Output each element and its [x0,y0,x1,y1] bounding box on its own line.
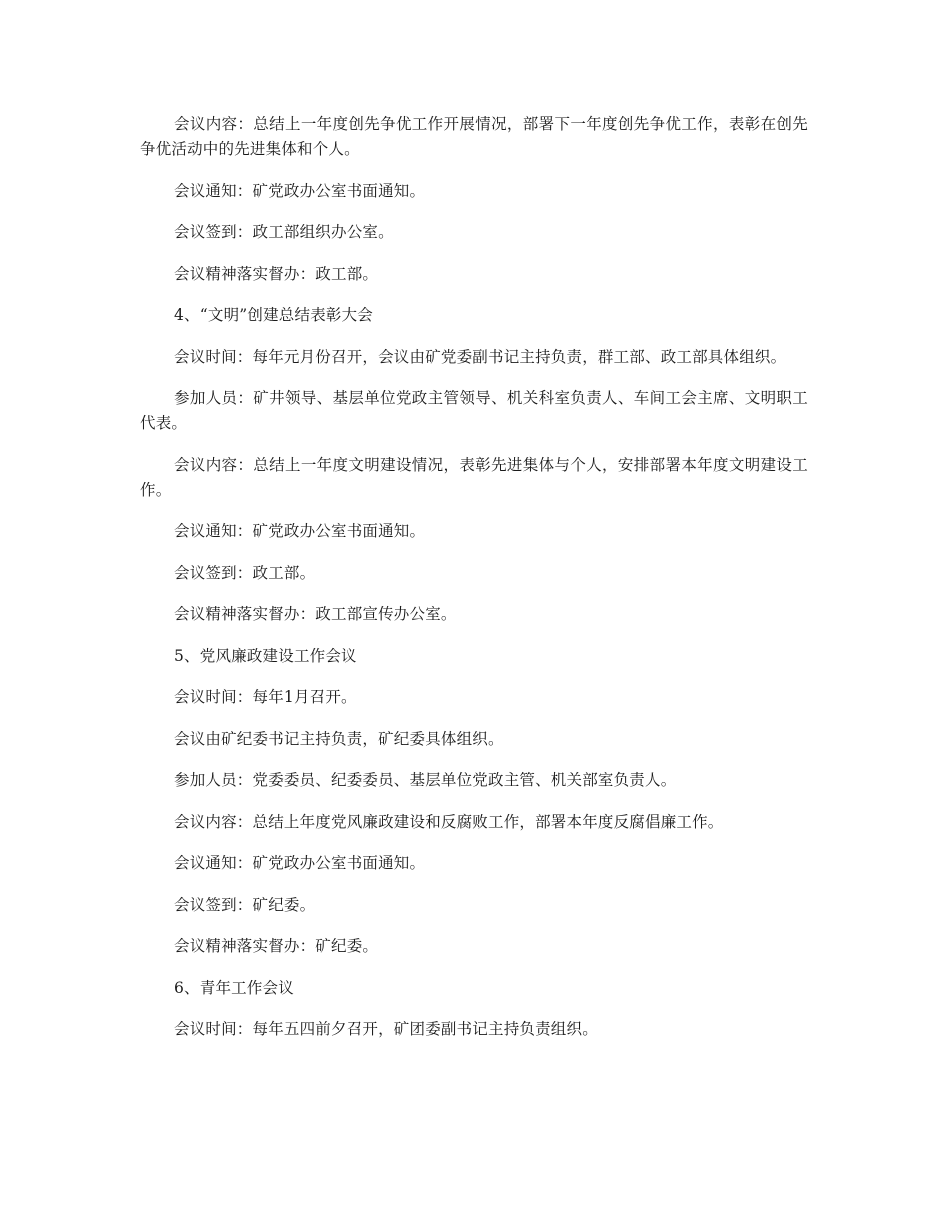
paragraph-participants: 参加人员：矿井领导、基层单位党政主管领导、机关科室负责人、车间工会主席、文明职工代表。 [140,389,808,432]
paragraph-meeting-notice: 会议通知：矿党政办公室书面通知。 [174,522,426,540]
paragraph-meeting-time: 会议时间：每年1月召开。 [174,688,357,706]
paragraph-meeting-time: 会议时间：每年五四前夕召开，矿团委副书记主持负责组织。 [174,1020,598,1038]
section-heading-youth-work: 6、青年工作会议 [174,978,294,997]
paragraph-meeting-notice: 会议通知：矿党政办公室书面通知。 [174,181,426,200]
section-heading-anticorruption: 5、党风廉政建设工作会议 [174,646,357,665]
paragraph-meeting-content-anticorruption: 会议内容：总结上年度党风廉政建设和反腐败工作，部署本年度反腐倡廉工作。 [174,812,724,831]
paragraph-meeting-content-excellence: 会议内容：总结上一年度创先争优工作开展情况，部署下一年度创先争优工作，表彰在创先争优活动中的先进集体和个人。 [140,115,808,158]
paragraph-meeting-supervision: 会议精神落实督办：政工部宣传办公室。 [174,605,457,623]
paragraph-meeting-content-civilization: 会议内容：总结上一年度文明建设情况，表彰先进集体与个人，安排部署本年度文明建设工作。 [140,455,808,499]
paragraph-meeting-signin: 会议签到：矿纪委。 [174,895,316,914]
paragraph-meeting-signin: 会议签到：政工部组织办公室。 [174,223,394,241]
paragraph-meeting-supervision: 会议精神落实督办：矿纪委。 [174,937,379,955]
paragraph-meeting-host: 会议由矿纪委书记主持负责，矿纪委具体组织。 [174,729,504,748]
paragraph-participants: 参加人员：党委委员、纪委委员、基层单位党政主管、机关部室负责人。 [174,771,677,789]
paragraph-meeting-notice: 会议通知：矿党政办公室书面通知。 [174,854,426,872]
paragraph-meeting-signin: 会议签到：政工部。 [174,563,316,582]
paragraph-meeting-time: 会议时间：每年元月份召开，会议由矿党委副书记主持负责，群工部、政工部具体组织。 [174,347,787,366]
paragraph-meeting-supervision: 会议精神落实督办：政工部。 [174,264,379,283]
document-body [140,112,808,1059]
section-heading-civilization-award: 4、“文明”创建总结表彰大会 [174,306,374,324]
